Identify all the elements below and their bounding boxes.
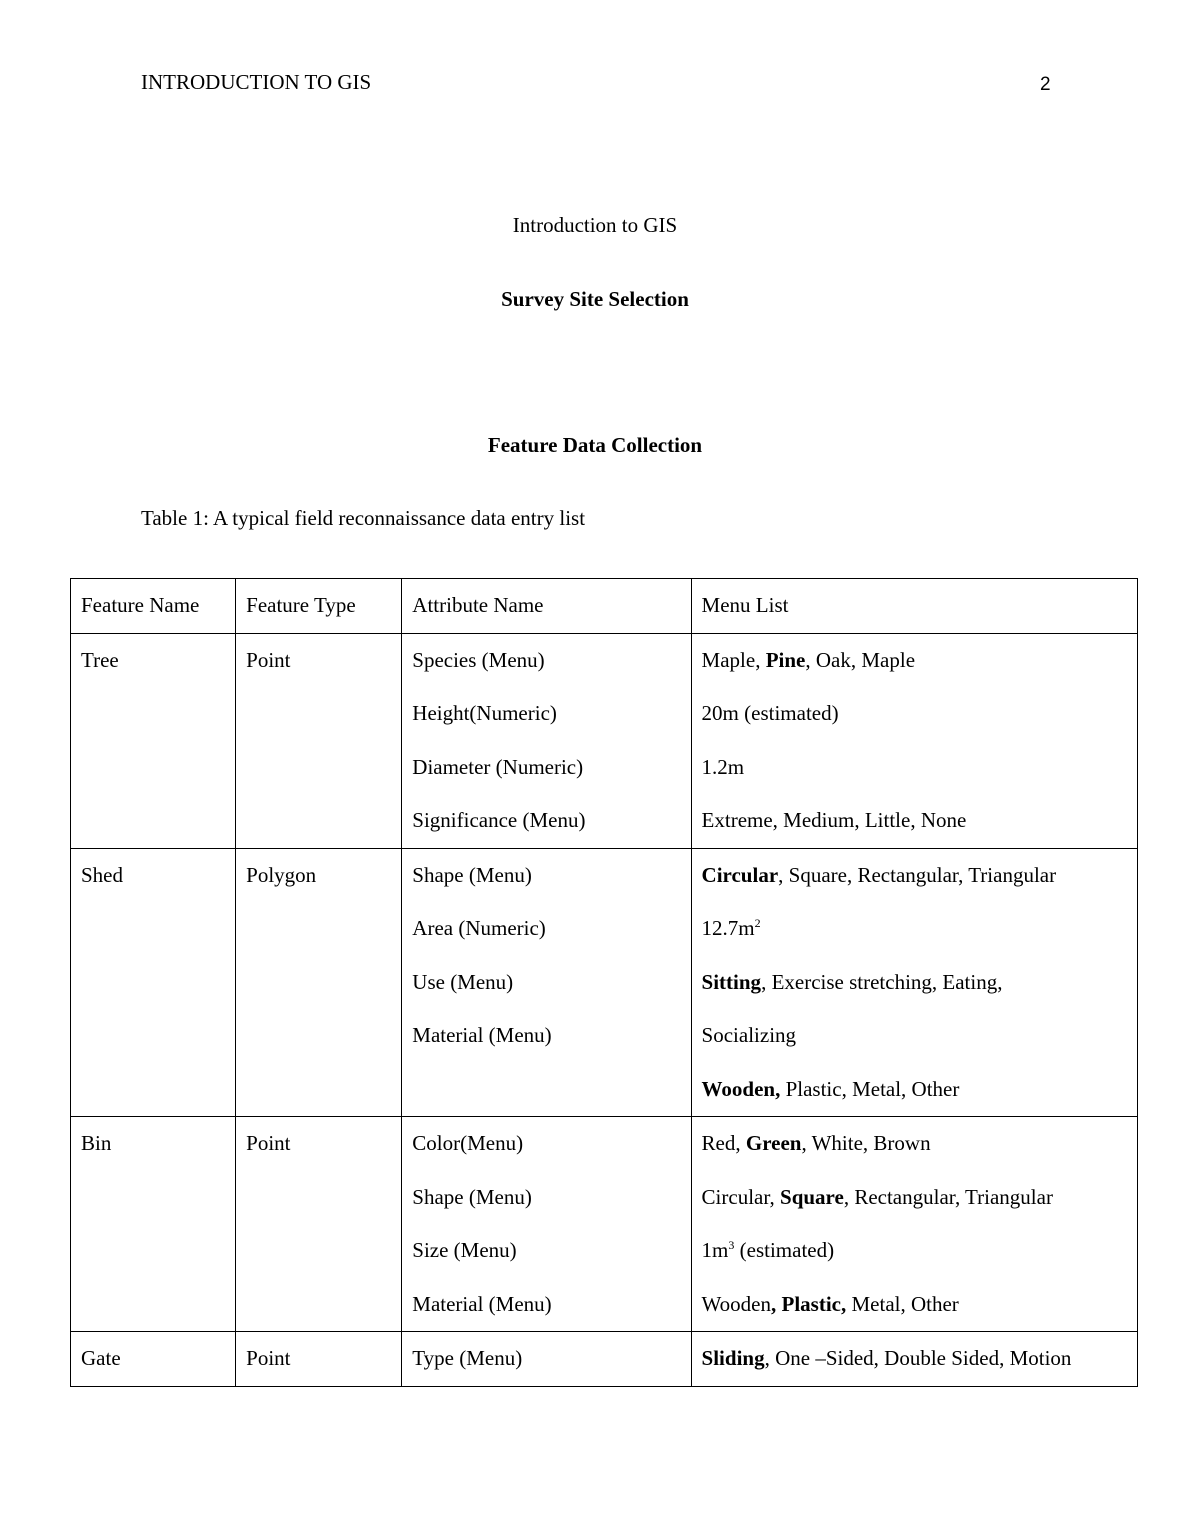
menu-text: (estimated) [734,1238,835,1262]
table-row [71,1332,1138,1387]
attribute-line: Material (Menu) [412,1023,552,1047]
menu-text: Plastic, Metal, Other [780,1076,960,1101]
table-caption: Table 1: A typical field reconnaissance data entry list [141,506,586,530]
menu-text: , White, Brown [801,1131,931,1155]
attribute-line: Color(Menu) [412,1131,524,1155]
table-row [71,848,1138,1117]
menu-line [702,1063,1129,1117]
attribute-name-cell [402,1117,691,1332]
menu-text: Wooden [701,1291,772,1316]
attribute-line: Species (Menu) [412,647,545,672]
menu-line [702,956,1129,1010]
menu-text: , Exercise stretching, Eating, [761,969,1003,994]
menu-line [702,1171,1129,1225]
feature-name-cell: Bin [71,1117,236,1332]
menu-list-cell [691,848,1137,1117]
document-title: Introduction to GIS [512,213,678,237]
menu-text: Extreme, Medium, Little, None [701,808,967,832]
feature-name-cell: Shed [71,848,236,1117]
bold-option: Green [745,1131,802,1155]
bold-option: , Plastic, [771,1291,847,1316]
attribute-name-cell [402,1332,691,1387]
attribute-line: Height(Numeric) [412,701,557,725]
header-feature-name: Feature Name [71,579,236,634]
menu-text: Maple, [701,647,766,672]
menu-line [702,687,1129,741]
table-header-row [71,579,1138,634]
section-heading-survey-site: Survey Site Selection [501,287,689,311]
header-attribute-name: Attribute Name [402,579,691,634]
attribute-line: Size (Menu) [412,1238,517,1262]
menu-list-cell [691,1332,1137,1387]
menu-list-cell [691,1117,1137,1332]
feature-name-cell: Tree [71,633,236,848]
superscript: 2 [754,916,761,930]
superscript: 3 [728,1238,735,1252]
menu-text: Circular, [701,1184,781,1209]
bold-option: Sliding [701,1346,765,1370]
menu-text: 1m [701,1238,729,1262]
attribute-name-cell [402,633,691,848]
running-head: INTRODUCTION TO GIS [141,70,372,94]
bold-option: Sitting [701,969,762,994]
menu-text: , Square, Rectangular, Triangular [778,862,1057,887]
feature-type-cell: Point [236,633,402,848]
menu-text: , Oak, Maple [805,647,916,672]
menu-text: 1.2m [701,754,745,779]
section-heading-feature-data: Feature Data Collection [487,433,703,457]
header-feature-type: Feature Type [236,579,402,634]
menu-line [702,634,1129,688]
table-body [71,579,1138,1387]
bold-option: Square [780,1184,844,1209]
menu-line [702,794,1129,848]
page-number: 2 [1040,74,1051,95]
feature-name-cell: Gate [71,1332,236,1387]
menu-line [702,902,1129,956]
menu-text: 20m (estimated) [701,701,839,725]
table-row [71,1117,1138,1332]
attribute-line: Shape (Menu) [412,1184,532,1209]
attribute-line: Diameter (Numeric) [412,754,584,779]
attribute-line: Type (Menu) [412,1346,523,1370]
menu-line [702,1009,1129,1063]
menu-text: Metal, Other [846,1291,959,1316]
menu-line [702,1278,1129,1332]
bold-option: Circular [701,862,779,887]
menu-line [702,1332,1129,1386]
menu-text: Red, [701,1131,746,1155]
menu-line [702,741,1129,795]
feature-type-cell: Polygon [236,848,402,1117]
menu-list-cell [691,633,1137,848]
attribute-line: Material (Menu) [412,1291,552,1316]
attribute-name-cell [402,848,691,1117]
attribute-line: Significance (Menu) [412,808,586,832]
menu-text: Socializing [701,1023,797,1047]
menu-text: , One –Sided, Double Sided, Motion [764,1346,1072,1370]
attribute-line: Use (Menu) [412,969,514,994]
attribute-line: Area (Numeric) [412,916,546,940]
menu-line [702,1117,1129,1171]
table-row [71,633,1138,848]
menu-text: , Rectangular, Triangular [843,1184,1053,1209]
bold-option: Wooden, [701,1076,781,1101]
header-menu-list: Menu List [691,579,1137,634]
menu-text: 12.7m [701,916,755,940]
menu-line [702,849,1129,903]
feature-type-cell: Point [236,1332,402,1387]
attribute-line: Shape (Menu) [412,862,532,887]
bold-option: Pine [765,647,806,672]
feature-type-cell: Point [236,1117,402,1332]
feature-data-table [70,578,1138,1387]
menu-line [702,1224,1129,1278]
